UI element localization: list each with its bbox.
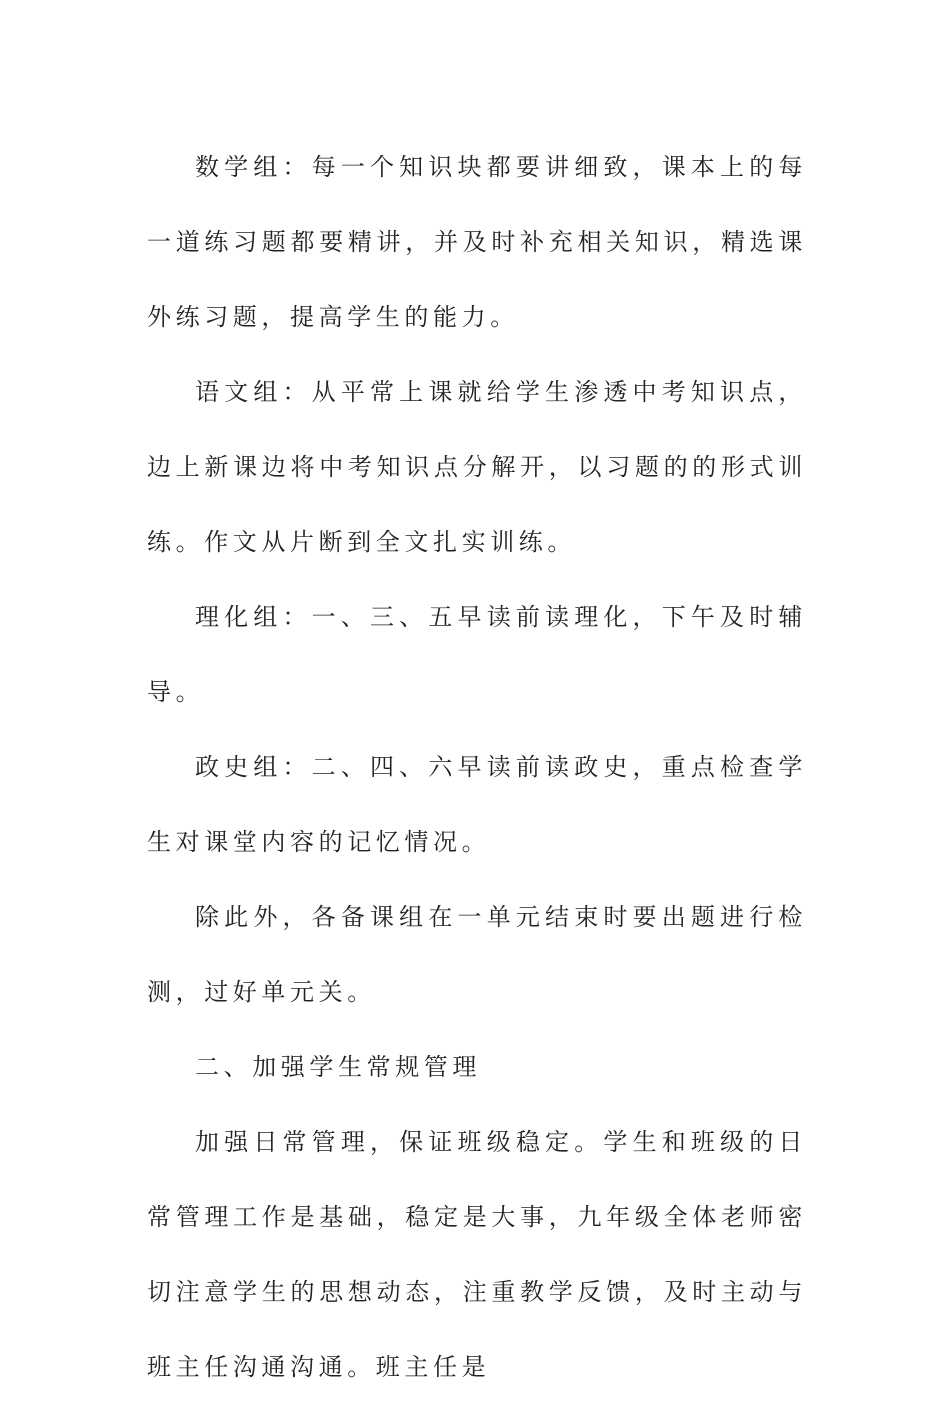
section-heading: 二、加强学生常规管理 — [195, 1053, 481, 1081]
document-body — [147, 130, 807, 1405]
paragraph-science-group: 理化组：一、三、五早读前读理化，下午及时辅导。 — [147, 603, 807, 706]
paragraph-daily-management: 加强日常管理，保证班级稳定。学生和班级的日常管理工作是基础，稳定是大事，九年级全体老师密切注意学生的思想动态，注重教学反馈，及时主动与班主任沟通沟通。班主任是 — [147, 1128, 807, 1381]
paragraph-unit-tests: 除此外，各备课组在一单元结束时要出题进行检测，过好单元关。 — [147, 903, 807, 1006]
paragraph-math-group: 数学组：每一个知识块都要讲细致，课本上的每一道练习题都要精讲，并及时补充相关知识，精选课外练习题，提高学生的能力。 — [147, 153, 807, 331]
paragraph-chinese-group: 语文组：从平常上课就给学生渗透中考知识点，边上新课边将中考知识点分解开，以习题的的形式训练。作文从片断到全文扎实训练。 — [147, 378, 807, 556]
paragraph-politics-history-group: 政史组：二、四、六早读前读政史，重点检查学生对课堂内容的记忆情况。 — [147, 753, 807, 856]
